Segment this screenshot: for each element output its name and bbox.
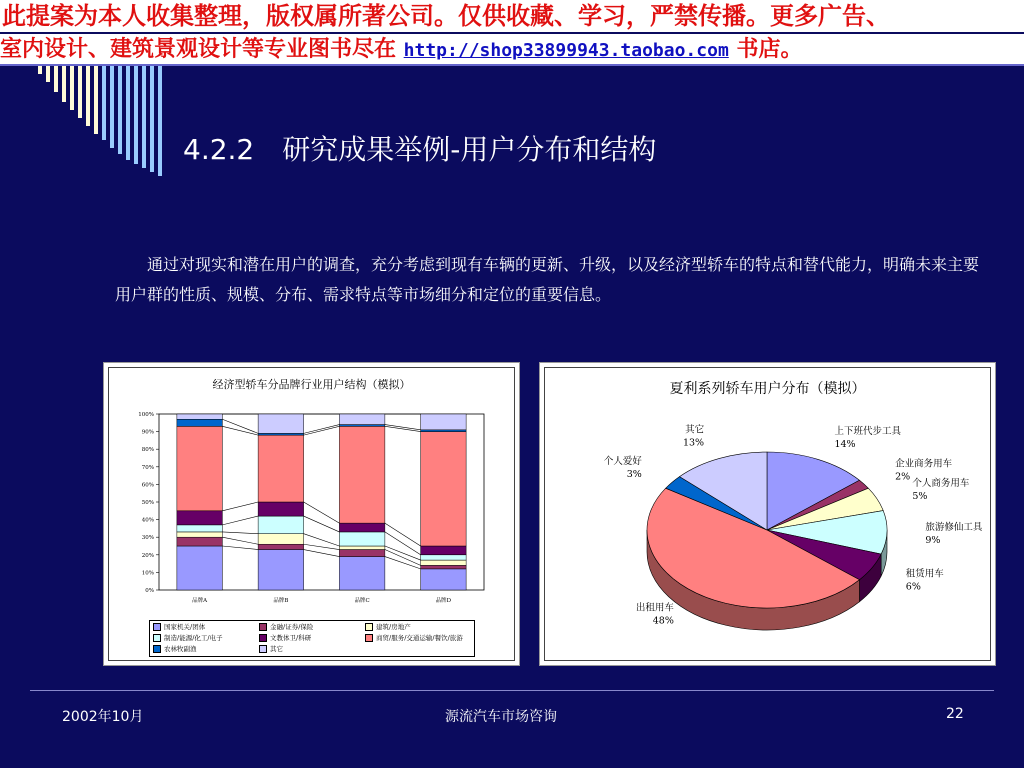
- bar-segment: [177, 419, 223, 426]
- legend-item: [153, 644, 259, 655]
- stripe: [54, 66, 58, 92]
- bar-segment: [177, 537, 223, 546]
- x-tick-label: 品牌B: [273, 598, 289, 604]
- bar-segment: [339, 532, 385, 546]
- bar-segment: [421, 565, 467, 569]
- x-tick-label: 品牌D: [435, 598, 452, 604]
- legend-item: [365, 633, 471, 644]
- legend-item: [259, 633, 365, 644]
- bar-segment: [258, 534, 304, 545]
- shop-link[interactable]: http://shop33899943.taobao.com: [403, 40, 729, 61]
- bar-segment: [421, 430, 467, 432]
- legend-item: [259, 644, 365, 655]
- y-tick-label: 40%: [141, 517, 154, 524]
- bar-segment: [339, 557, 385, 590]
- pie-slice-percent: 48%: [652, 615, 674, 627]
- pie-chart-title: 夏利系列轿车用户分布（模拟）: [669, 381, 866, 397]
- legend-swatch: [153, 645, 161, 653]
- chart-frame: [108, 367, 515, 661]
- bar-chart-legend: [149, 620, 475, 657]
- chart-frame: [544, 367, 991, 661]
- stripe: [158, 66, 162, 176]
- banner-line2-text: 室内设计、建筑景观设计等专业图书尽在: [0, 36, 404, 62]
- stripe: [118, 66, 122, 154]
- pie-chart-svg: [545, 368, 990, 660]
- legend-item: [365, 622, 471, 633]
- x-tick-label: 品牌A: [192, 598, 208, 604]
- bar-segment: [421, 569, 467, 590]
- legend-label: 其它: [270, 645, 283, 653]
- footer-page-number: 22: [946, 706, 964, 722]
- stripe: [86, 66, 90, 126]
- stripe: [78, 66, 82, 118]
- legend-label: 金融/证券/保险: [270, 623, 314, 631]
- legend-swatch: [259, 634, 267, 642]
- legend-swatch: [259, 623, 267, 631]
- bar-segment: [339, 425, 385, 427]
- y-tick-label: 0%: [145, 588, 154, 594]
- stripe: [126, 66, 130, 160]
- pie-slice-percent: 5%: [912, 491, 928, 503]
- bar-chart-title: 经济型轿车分品牌行业用户结构（模拟）: [212, 378, 411, 391]
- slide-paragraph: 通过对现实和潜在用户的调查，充分考虑到现有车辆的更新、升级，以及经济型轿车的特点和替代能力，明确未来主要用户群的性质、规模、分布、需求特点等市场细分和定位的重要信息。: [115, 255, 980, 304]
- legend-item: [153, 622, 259, 633]
- copyright-banner-line2: [0, 34, 1024, 66]
- pie-slice-percent: 6%: [905, 581, 921, 593]
- bar-segment: [339, 523, 385, 532]
- pie-slice-label: 旅游修仙工具: [925, 522, 983, 534]
- bar-segment: [258, 544, 304, 549]
- legend-label: 制造/能源/化工/电子: [164, 634, 223, 642]
- bar-segment: [258, 433, 304, 435]
- legend-label: 商贸/服务/交通运输/餐饮/旅游: [376, 634, 463, 642]
- y-tick-label: 20%: [141, 552, 154, 559]
- y-tick-label: 100%: [138, 412, 154, 418]
- bar-segment: [421, 560, 467, 565]
- y-tick-label: 50%: [141, 500, 154, 506]
- bar-segment: [339, 550, 385, 557]
- bar-segment: [339, 546, 385, 550]
- bar-segment: [258, 435, 304, 502]
- y-tick-label: 70%: [141, 464, 154, 471]
- bar-segment: [177, 414, 223, 419]
- y-tick-label: 60%: [141, 482, 154, 489]
- bar-segment: [258, 502, 304, 516]
- pie-slice-label: 上下班代步工具: [834, 425, 901, 437]
- legend-label: 农林牧副渔: [164, 645, 197, 653]
- legend-item: [259, 622, 365, 633]
- stripe: [38, 66, 42, 74]
- bar-segment: [421, 432, 467, 546]
- legend-label: 文教体卫/科研: [270, 634, 312, 642]
- bar-segment: [421, 555, 467, 560]
- x-tick-label: 品牌C: [354, 598, 370, 604]
- bar-segment: [258, 550, 304, 590]
- stripe: [134, 66, 138, 164]
- y-tick-label: 90%: [141, 429, 154, 436]
- bar-segment: [421, 414, 467, 430]
- stripe: [70, 66, 74, 110]
- footer-divider: [30, 690, 994, 691]
- bar-segment: [339, 414, 385, 425]
- bar-segment: [258, 516, 304, 534]
- banner-line1-text: 此提案为本人收集整理，版权属所著公司。仅供收藏、学习，严禁传播。更多广告、: [2, 1, 890, 30]
- legend-label: 国家机关/团体: [164, 623, 206, 631]
- bar-segment: [177, 532, 223, 537]
- pie-slice-percent: 14%: [834, 438, 856, 450]
- stripe: [102, 66, 106, 140]
- stripe: [150, 66, 154, 172]
- stacked-bar-chart-panel: [103, 362, 520, 666]
- bar-segment: [177, 511, 223, 525]
- pie-slice-label: 个人爱好: [603, 455, 642, 467]
- bar-segment: [177, 426, 223, 510]
- pie-slice-percent: 3%: [626, 468, 642, 480]
- y-tick-label: 30%: [141, 535, 154, 542]
- legend-swatch: [365, 634, 373, 642]
- bar-segment: [421, 546, 467, 555]
- pie-slice-label: 租赁用车: [905, 568, 944, 580]
- pie-slice-label: 出租用车: [635, 602, 674, 614]
- stripe: [62, 66, 66, 102]
- bar-segment: [258, 414, 304, 433]
- legend-swatch: [153, 623, 161, 631]
- y-tick-label: 80%: [141, 447, 154, 454]
- legend-item: [153, 633, 259, 644]
- bar-segment: [177, 546, 223, 590]
- legend-swatch: [259, 645, 267, 653]
- footer-date: 2002年10月: [62, 709, 144, 725]
- pie-chart-panel: [539, 362, 996, 666]
- stripe: [142, 66, 146, 168]
- legend-swatch: [365, 623, 373, 631]
- bar-segment: [339, 426, 385, 523]
- pie-slice-percent: 2%: [895, 471, 911, 483]
- stripe: [94, 66, 98, 134]
- legend-swatch: [153, 634, 161, 642]
- legend-label: 建筑/房地产: [376, 623, 411, 631]
- pie-slice-label: 企业商务用车: [895, 458, 953, 470]
- slide-title: 4.2.2 研究成果举例-用户分布和结构: [183, 133, 657, 166]
- pie-slice-label: 个人商务用车: [912, 478, 970, 490]
- footer-company: 源流汽车市场咨询: [445, 709, 557, 725]
- stripe: [46, 66, 50, 82]
- pie-slice-percent: 13%: [682, 437, 705, 449]
- pie-slice-label: 其它: [685, 424, 705, 436]
- y-tick-label: 10%: [141, 570, 154, 577]
- copyright-banner-line1: [0, 0, 1024, 32]
- stripe: [110, 66, 114, 148]
- pie-slice-percent: 9%: [925, 535, 941, 547]
- bar-segment: [177, 525, 223, 532]
- banner-line2-tail: 书店。: [728, 36, 803, 62]
- bar-chart-svg: [109, 368, 514, 660]
